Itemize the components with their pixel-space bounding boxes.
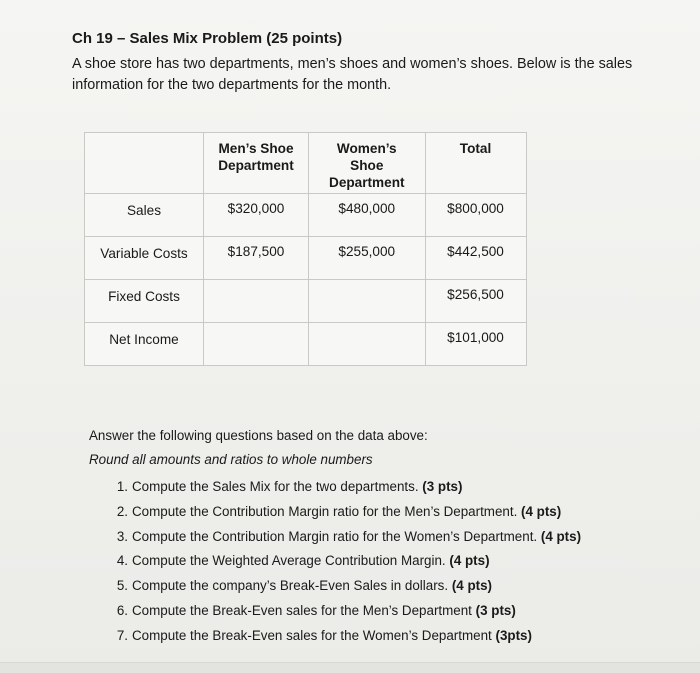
mens-value — [204, 323, 308, 329]
header-womens-label: Women’s Shoe Department — [329, 141, 405, 190]
question-points: (4 pts) — [540, 528, 582, 544]
total-value: $256,500 — [447, 287, 504, 302]
question-number: 7. — [116, 627, 128, 643]
question-item — [116, 624, 669, 649]
question-points: (3pts) — [495, 627, 532, 643]
question-number: 1. — [116, 479, 128, 494]
womens-cell — [309, 280, 426, 323]
question-text: Compute the Break-Even sales for the Women’s Department — [132, 627, 492, 643]
row-label-cell — [85, 323, 204, 366]
womens-cell — [309, 237, 426, 280]
intro-paragraph: A shoe store has two departments, men’s shoes and women’s shoes. Below is the sales information for the two departments for the month. — [72, 56, 633, 93]
mens-value: $320,000 — [227, 201, 285, 216]
question-list — [89, 475, 669, 649]
sales-table — [84, 132, 527, 366]
total-value: $800,000 — [447, 201, 504, 216]
mens-value — [204, 280, 308, 286]
questions-section — [89, 426, 669, 649]
row-label-cell — [85, 280, 204, 323]
mens-cell — [204, 237, 309, 280]
womens-cell — [309, 323, 426, 366]
question-number: 5. — [116, 578, 128, 594]
rounding-note: Round all amounts and ratios to whole numbers — [89, 452, 373, 467]
question-points: (3 pts) — [475, 602, 516, 618]
mens-cell — [204, 194, 309, 237]
total-cell — [425, 237, 526, 280]
question-text: Compute the company’s Break-Even Sales in dollars. — [132, 578, 449, 594]
question-points: (4 pts) — [451, 578, 493, 594]
table-row — [85, 280, 527, 323]
page-title: Ch 19 – Sales Mix Problem (25 points) — [72, 30, 343, 47]
mens-value: $187,500 — [227, 244, 285, 259]
total-value: $442,500 — [447, 244, 504, 259]
row-label-cell — [85, 237, 204, 280]
question-item — [116, 599, 669, 624]
question-number: 3. — [116, 528, 128, 544]
mens-cell — [204, 323, 309, 366]
total-cell — [425, 194, 526, 237]
question-number: 2. — [116, 503, 128, 519]
questions-intro: Answer the following questions based on the data above: — [89, 428, 428, 443]
question-item — [116, 525, 669, 550]
question-text: Compute the Break-Even sales for the Men’s Department — [132, 602, 472, 618]
bottom-edge — [0, 662, 700, 673]
total-value: $101,000 — [447, 330, 504, 345]
table-row — [85, 194, 527, 237]
total-cell — [425, 280, 526, 323]
header-cell-mens — [204, 133, 309, 194]
question-text: Compute the Contribution Margin ratio for the Men’s Department. — [132, 503, 518, 519]
row-label: Fixed Costs — [108, 289, 180, 304]
header-cell-blank — [85, 133, 204, 194]
question-text: Compute the Sales Mix for the two departments. — [132, 479, 419, 494]
row-label: Sales — [126, 203, 161, 218]
question-points: (4 pts) — [521, 503, 562, 519]
row-label-cell — [85, 194, 204, 237]
question-number: 4. — [116, 553, 128, 569]
table-header-row — [85, 133, 527, 194]
mens-cell — [204, 280, 309, 323]
question-text: Compute the Weighted Average Contribution Margin. — [132, 553, 446, 569]
header-cell-womens — [309, 133, 426, 194]
question-number: 6. — [116, 602, 128, 618]
question-item — [116, 500, 669, 525]
question-item — [116, 475, 669, 500]
row-label: Net Income — [109, 332, 179, 347]
total-cell — [425, 323, 526, 366]
question-text: Compute the Contribution Margin ratio for the Women’s Department. — [132, 528, 538, 544]
header-mens-label: Men’s Shoe Department — [218, 141, 294, 173]
question-item — [116, 549, 669, 574]
table-row — [85, 237, 527, 280]
womens-value — [309, 280, 425, 286]
table-row — [85, 323, 527, 366]
header-cell-total: Total — [425, 133, 526, 194]
womens-cell — [309, 194, 426, 237]
womens-value: $255,000 — [338, 244, 396, 259]
womens-value — [309, 323, 425, 329]
question-points: (3 pts) — [422, 479, 463, 494]
row-label: Variable Costs — [100, 246, 188, 261]
womens-value: $480,000 — [338, 201, 396, 216]
question-points: (4 pts) — [449, 553, 490, 569]
question-item — [116, 574, 669, 599]
